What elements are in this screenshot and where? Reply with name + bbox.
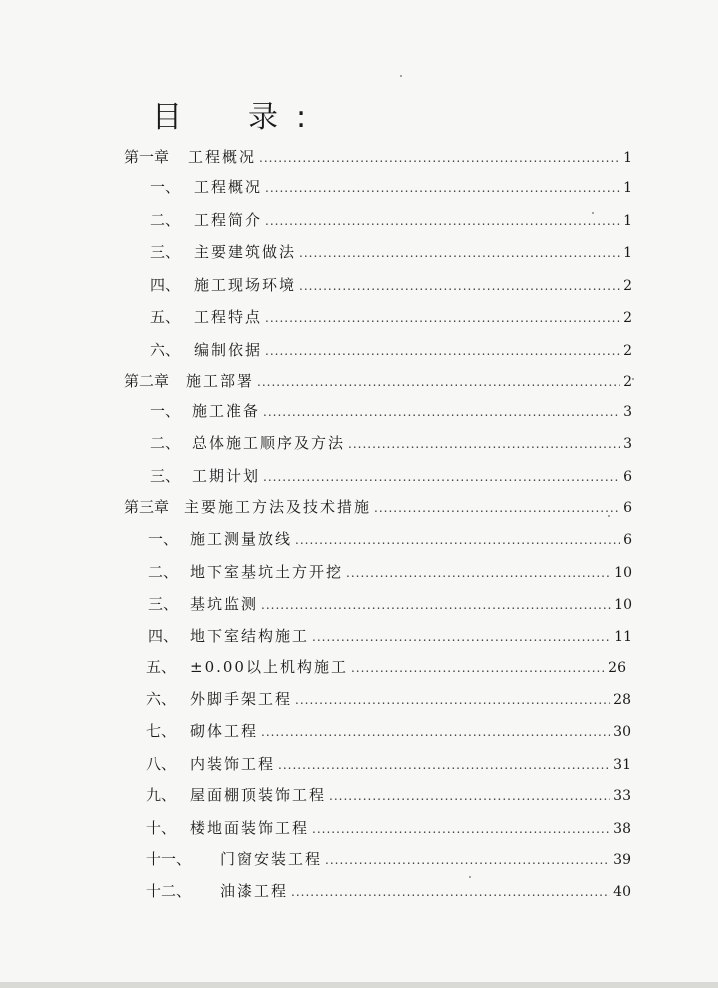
toc-dot-leader: [348, 437, 620, 451]
toc-entry-number: 三、: [148, 595, 179, 613]
toc-entry-page-number: 6: [623, 500, 632, 516]
toc-entry-page-number: 1: [623, 180, 632, 196]
toc-entry-number: 六、: [150, 341, 181, 359]
toc-entry-title: 工程概况: [188, 148, 257, 166]
toc-title: 目 录:: [152, 100, 325, 135]
scan-speck: [400, 75, 402, 77]
toc-entry-number: 第三章: [124, 498, 170, 516]
toc-entry-page-number: 26: [608, 660, 626, 676]
toc-dot-leader: [261, 725, 610, 739]
toc-entry[interactable]: [148, 593, 632, 615]
toc-entry-title: 门窗安装工程: [220, 850, 323, 868]
toc-entry-title: 施工现场环境: [194, 276, 297, 294]
toc-entry[interactable]: [146, 656, 626, 678]
toc-entry-number: 第二章: [124, 372, 170, 390]
toc-dot-leader: [312, 822, 610, 836]
toc-entry[interactable]: [150, 176, 632, 198]
toc-dot-leader: [295, 693, 610, 707]
toc-entry-page-number: 30: [613, 724, 631, 740]
toc-entry[interactable]: [124, 370, 632, 392]
toc-entry[interactable]: [150, 465, 632, 487]
toc-entry[interactable]: [148, 625, 632, 647]
toc-entry-number: 八、: [146, 755, 177, 773]
toc-entry[interactable]: [150, 209, 632, 231]
toc-entry-title: 油漆工程: [220, 882, 289, 900]
toc-entry-title: 施工准备: [192, 402, 261, 420]
toc-entry-page-number: 2: [623, 278, 632, 294]
toc-entry-title: 总体施工顺序及方法: [192, 434, 346, 452]
toc-entry-number: 一、: [148, 530, 179, 548]
toc-dot-leader: [265, 214, 620, 228]
toc-entry-number: 十、: [146, 819, 177, 837]
toc-entry-number: 六、: [146, 690, 177, 708]
toc-entry-page-number: 11: [614, 629, 632, 645]
toc-entry-title: 工期计划: [192, 467, 261, 485]
toc-entry-page-number: 2: [623, 374, 632, 390]
toc-dot-leader: [261, 598, 611, 612]
toc-entry-page-number: 3: [623, 404, 632, 420]
toc-entry-number: 第一章: [124, 148, 170, 166]
toc-entry-page-number: 2: [623, 310, 632, 326]
toc-entry-title: 工程特点: [194, 308, 263, 326]
toc-entry-number: 十二、: [146, 882, 192, 900]
toc-entry[interactable]: [148, 528, 632, 550]
toc-entry[interactable]: [150, 274, 632, 296]
toc-dot-leader: [263, 405, 620, 419]
toc-entry-title: ±0.00以上机构施工: [190, 658, 348, 676]
toc-entry[interactable]: [150, 432, 632, 454]
toc-entry-page-number: 1: [623, 245, 632, 261]
toc-dot-leader: [263, 470, 620, 484]
toc-entry[interactable]: [124, 146, 632, 168]
toc-entry-title: 屋面棚顶装饰工程: [190, 786, 327, 804]
toc-entry[interactable]: [146, 848, 631, 870]
toc-entry[interactable]: [150, 339, 632, 361]
toc-entry-number: 三、: [150, 467, 181, 485]
toc-entry-title: 施工部署: [186, 372, 255, 390]
toc-entry[interactable]: [146, 688, 631, 710]
toc-entry-number: 五、: [150, 308, 181, 326]
toc-dot-leader: [329, 789, 610, 803]
toc-entry-number: 四、: [150, 276, 181, 294]
toc-entry[interactable]: [150, 241, 632, 263]
toc-entry-number: 一、: [150, 178, 181, 196]
toc-entry-page-number: 2: [623, 343, 632, 359]
toc-entry[interactable]: [146, 784, 631, 806]
toc-entry-page-number: 40: [613, 884, 631, 900]
scan-speck: [592, 212, 594, 214]
toc-entry[interactable]: [146, 880, 631, 902]
toc-entry-number: 一、: [150, 402, 181, 420]
page-bottom-edge: [0, 982, 718, 988]
toc-dot-leader: [351, 661, 605, 675]
toc-entry-title: 工程概况: [194, 178, 263, 196]
toc-entry-page-number: 28: [613, 692, 631, 708]
toc-entry-page-number: 6: [623, 532, 632, 548]
toc-entry-title: 外脚手架工程: [190, 690, 293, 708]
toc-dot-leader: [346, 566, 611, 580]
toc-entry[interactable]: [150, 400, 632, 422]
toc-dot-leader: [325, 853, 610, 867]
toc-entry-page-number: 6: [623, 469, 632, 485]
toc-entry-number: 二、: [150, 211, 181, 229]
toc-entry-title: 主要建筑做法: [194, 243, 297, 261]
scan-speck: [632, 378, 634, 380]
toc-dot-leader: [265, 181, 620, 195]
toc-dot-leader: [299, 246, 620, 260]
toc-entry-number: 三、: [150, 243, 181, 261]
toc-entry[interactable]: [148, 561, 632, 583]
toc-entry-title: 施工测量放线: [190, 530, 293, 548]
toc-entry-number: 四、: [148, 627, 179, 645]
toc-entry[interactable]: [146, 720, 631, 742]
toc-entry-number: 九、: [146, 786, 177, 804]
scan-speck: [469, 876, 471, 878]
toc-entry-title: 内装饰工程: [190, 755, 276, 773]
toc-entry[interactable]: [124, 496, 632, 518]
toc-entry-page-number: 1: [623, 213, 632, 229]
toc-entry-title: 砌体工程: [190, 722, 259, 740]
toc-dot-leader: [291, 885, 610, 899]
toc-entry[interactable]: [150, 306, 632, 328]
toc-entry-page-number: 10: [614, 597, 632, 613]
toc-entry-title: 工程简介: [194, 211, 263, 229]
toc-entry[interactable]: [146, 753, 631, 775]
toc-dot-leader: [374, 501, 620, 515]
toc-entry-title: 地下室基坑土方开挖: [190, 563, 344, 581]
toc-entry-page-number: 10: [614, 565, 632, 581]
toc-dot-leader: [278, 758, 610, 772]
toc-dot-leader: [312, 630, 611, 644]
toc-entry-title: 主要施工方法及技术措施: [184, 498, 372, 516]
toc-entry-number: 七、: [146, 722, 177, 740]
toc-dot-leader: [257, 375, 620, 389]
scan-speck: [608, 515, 610, 517]
toc-entry-title: 楼地面装饰工程: [190, 819, 310, 837]
toc-dot-leader: [299, 279, 620, 293]
toc-dot-leader: [295, 533, 620, 547]
toc-entry-page-number: 3: [623, 436, 632, 452]
toc-entry-number: 五、: [146, 658, 177, 676]
toc-dot-leader: [259, 151, 620, 165]
toc-entry-page-number: 31: [613, 757, 631, 773]
toc-entry-number: 二、: [148, 563, 179, 581]
toc-dot-leader: [265, 344, 620, 358]
toc-entry-page-number: 33: [613, 788, 631, 804]
toc-entry-title: 基坑监测: [190, 595, 259, 613]
toc-entry-number: 二、: [150, 434, 181, 452]
toc-entry-page-number: 38: [613, 821, 631, 837]
toc-entry-page-number: 39: [613, 852, 631, 868]
toc-entry-title: 编制依据: [194, 341, 263, 359]
toc-dot-leader: [265, 311, 620, 325]
toc-entry-page-number: 1: [623, 150, 632, 166]
toc-entry[interactable]: [146, 817, 631, 839]
toc-entry-number: 十一、: [146, 850, 192, 868]
toc-entry-title: 地下室结构施工: [190, 627, 310, 645]
